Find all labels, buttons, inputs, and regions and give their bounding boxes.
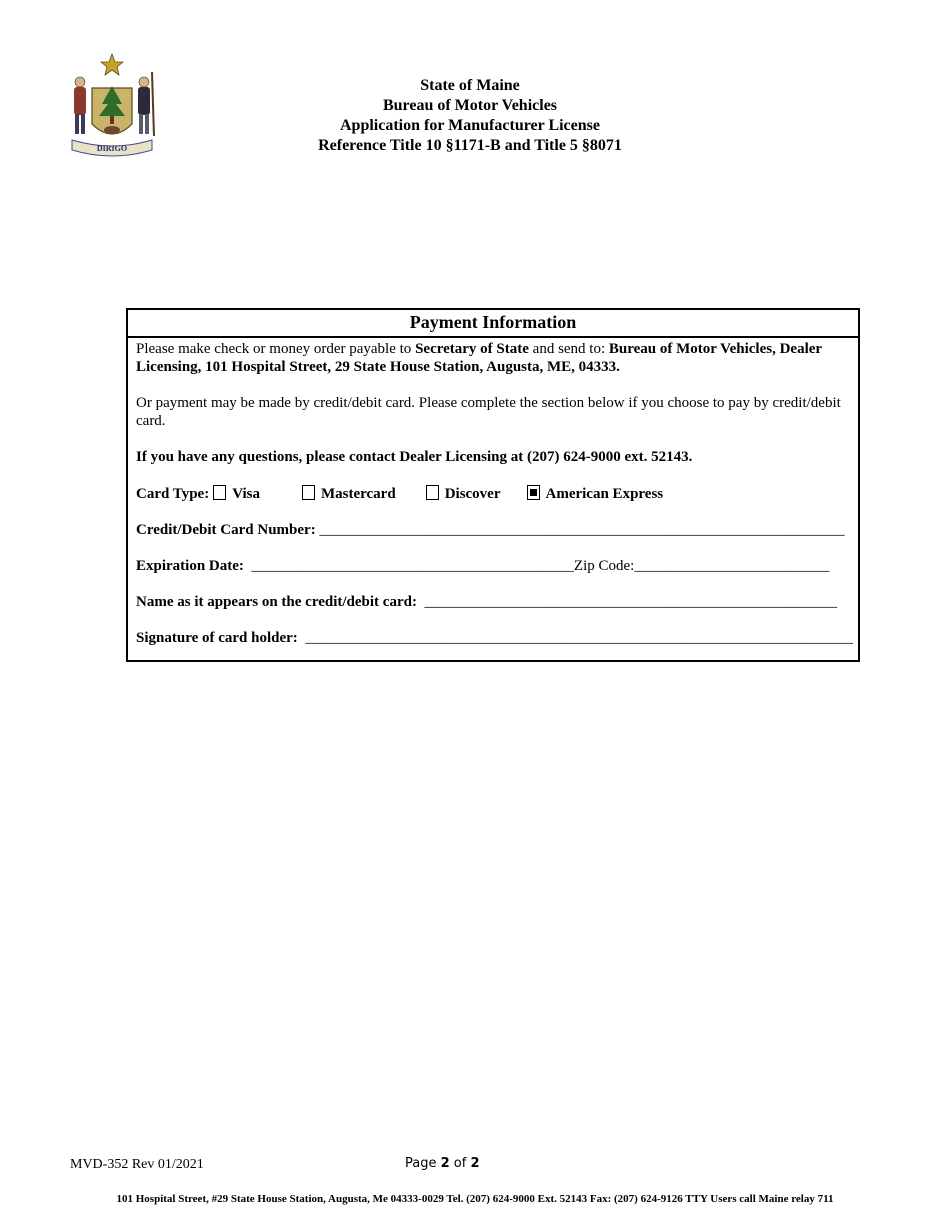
card-type-label: Card Type: <box>136 486 210 502</box>
american-express-checkbox[interactable] <box>527 485 540 500</box>
card-type-row <box>136 484 850 520</box>
signature-label: Signature of card holder: <box>136 630 298 646</box>
payee-name: Secretary of State <box>415 341 529 357</box>
mailing-address: Bureau of Motor Vehicles, Dealer Licensing, 101 Hospital Street, 29 State House Station, Augusta, ME, 04333. <box>136 341 822 375</box>
footer-address: 101 Hospital Street, #29 State House Station, Augusta, Me 04333-0029 Tel. (207) 624-9000 Ext. 52143 Fax: (207) 624-9126 TTY Users call Maine relay 711 <box>116 1193 834 1205</box>
mastercard-label: Mastercard <box>320 486 396 502</box>
signature-field[interactable]: _________________________________________________________________________ <box>305 630 853 646</box>
mastercard-checkbox[interactable] <box>302 485 315 500</box>
expiration-field[interactable]: ___________________________________________ <box>251 558 574 574</box>
header-reference: Reference Title 10 §1171-B and Title 5 §8071 <box>318 137 622 154</box>
card-number-field[interactable]: ______________________________________________________________________ <box>319 522 845 538</box>
payment-information-section <box>126 308 860 662</box>
document-header <box>200 76 740 156</box>
visa-checkbox[interactable] <box>213 485 226 500</box>
discover-label: Discover <box>444 486 501 502</box>
maine-state-seal <box>66 52 158 160</box>
contact-info: If you have any questions, please contact Dealer Licensing at (207) 624-9000 ext. 52143. <box>136 449 693 465</box>
form-id: MVD-352 Rev 01/2021 <box>70 1157 204 1172</box>
header-state: State of Maine <box>420 77 520 94</box>
visa-label: Visa <box>232 486 260 502</box>
payment-section-title: Payment Information <box>128 310 858 338</box>
card-payment-note: Or payment may be made by credit/debit card. Please complete the section below if you choose to pay by credit/debit card. <box>136 395 841 429</box>
instructions-text: Please make check or money order payable to <box>136 341 416 357</box>
page-of: of <box>449 1156 471 1171</box>
zip-code-label: Zip Code: <box>573 558 635 574</box>
page-number <box>405 1156 480 1171</box>
discover-checkbox[interactable] <box>426 485 439 500</box>
card-number-row <box>136 520 850 556</box>
cardholder-name-field[interactable]: _______________________________________________________ <box>424 594 837 610</box>
svg-text:DIRIGO: DIRIGO <box>96 144 128 153</box>
zip-code-field[interactable]: __________________________ <box>634 558 830 574</box>
american-express-label: American Express <box>545 486 664 502</box>
signature-row <box>136 628 853 664</box>
card-number-label: Credit/Debit Card Number: <box>136 522 316 538</box>
cardholder-name-row <box>136 592 850 628</box>
header-application-title: Application for Manufacturer License <box>340 117 600 134</box>
expiration-label: Expiration Date: <box>136 558 244 574</box>
cardholder-name-label: Name as it appears on the credit/debit card: <box>136 594 417 610</box>
expiration-row <box>136 556 850 592</box>
page-total: 2 <box>470 1156 480 1171</box>
instructions-text-send: and send to: <box>528 341 609 357</box>
page-current: 2 <box>440 1156 450 1171</box>
header-bureau: Bureau of Motor Vehicles <box>382 97 558 114</box>
payment-instructions <box>136 340 850 376</box>
page-prefix: Page <box>405 1156 441 1171</box>
